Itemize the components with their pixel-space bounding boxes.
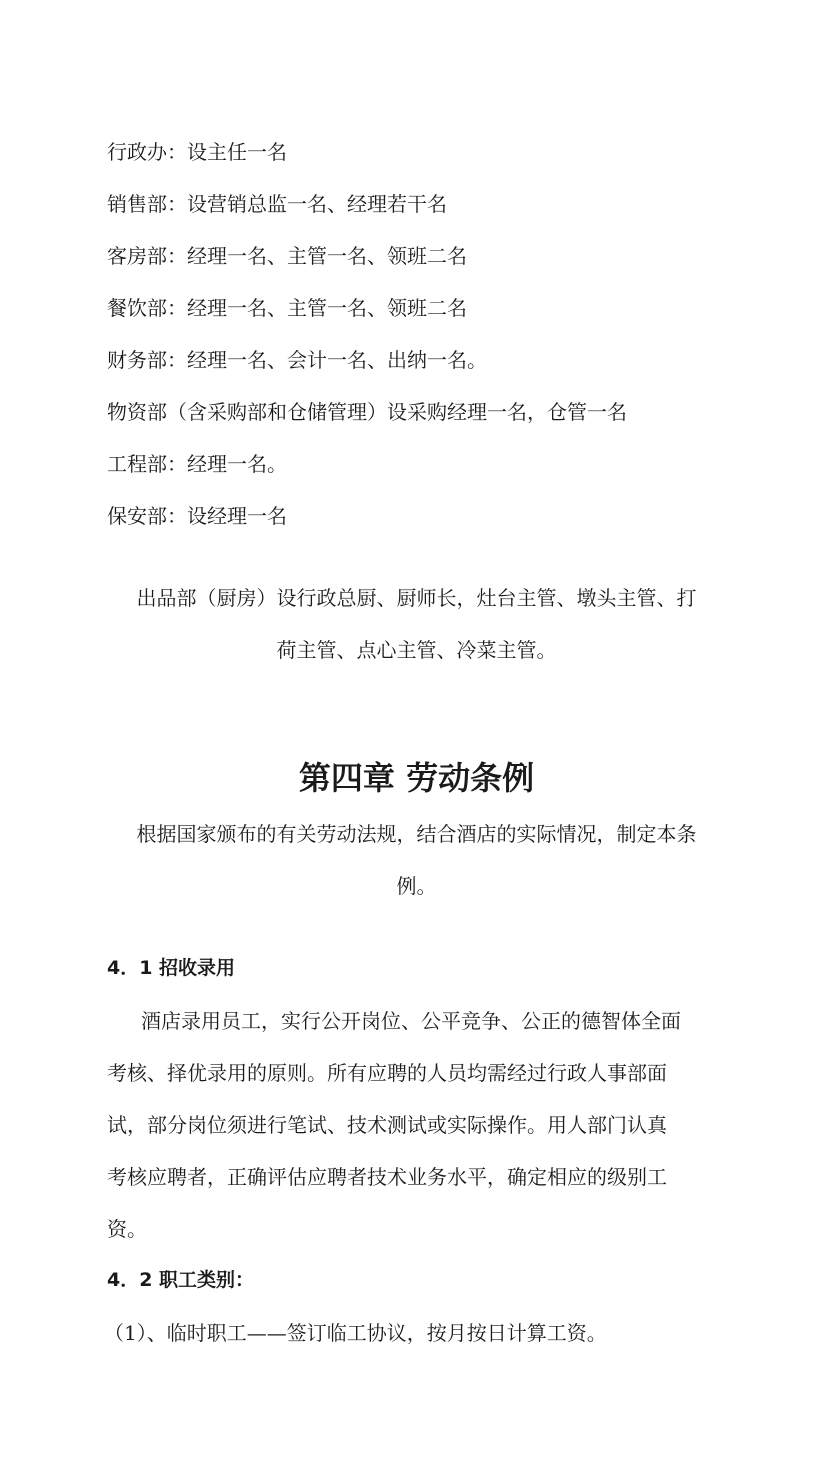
section-4-1-line: 考核、择优录用的原则。所有应聘的人员均需经过行政人事部面 <box>107 1061 667 1085</box>
section-4-1-line: 试，部分岗位须进行笔试、技术测试或实际操作。用人部门认真 <box>107 1113 667 1137</box>
dept-line-rooms: 客房部：经理一名、主管一名、领班二名 <box>107 244 467 268</box>
section-4-1-line: 考核应聘者，正确评估应聘者技术业务水平，确定相应的级别工 <box>107 1165 667 1189</box>
kitchen-line-1: 出品部（厨房）设行政总厨、厨师长，灶台主管、墩头主管、打 <box>136 586 697 610</box>
dept-line-admin: 行政办：设主任一名 <box>107 140 287 164</box>
kitchen-line-2: 荷主管、点心主管、冷菜主管。 <box>276 638 557 662</box>
section-4-1-heading: 4．1 招收录用 <box>107 957 236 979</box>
section-4-1-line: 资。 <box>107 1217 147 1241</box>
dept-line-sales: 销售部：设营销总监一名、经理若干名 <box>107 192 447 216</box>
chapter-intro-line-1: 根据国家颁布的有关劳动法规，结合酒店的实际情况，制定本条 <box>136 822 697 846</box>
chapter-title: 第四章 劳动条例 <box>298 759 535 797</box>
dept-line-security: 保安部：设经理一名 <box>107 504 287 528</box>
dept-line-materials: 物资部（含采购部和仓储管理）设采购经理一名，仓管一名 <box>107 400 627 424</box>
dept-line-engineering: 工程部：经理一名。 <box>107 452 287 476</box>
dept-line-finance: 财务部：经理一名、会计一名、出纳一名。 <box>107 348 487 372</box>
chapter-intro-line-2: 例。 <box>396 874 437 898</box>
section-4-2-item-1: （1）、临时职工——签订临工协议，按月按日计算工资。 <box>104 1321 607 1345</box>
section-4-1-line: 酒店录用员工，实行公开岗位、公平竞争、公正的德智体全面 <box>141 1009 681 1033</box>
section-4-2-heading: 4．2 职工类别： <box>107 1269 255 1291</box>
dept-line-fnb: 餐饮部：经理一名、主管一名、领班二名 <box>107 296 467 320</box>
